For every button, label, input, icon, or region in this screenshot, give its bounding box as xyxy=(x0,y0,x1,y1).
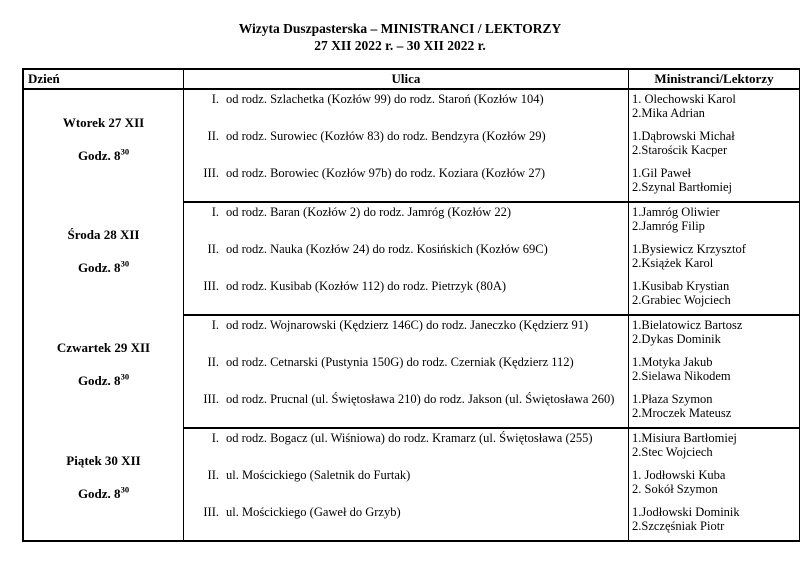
entry-numeral: III. xyxy=(203,504,219,519)
street-cell xyxy=(184,127,629,164)
entry-numeral: I. xyxy=(211,204,219,219)
entry-numeral: II. xyxy=(207,241,219,256)
ministranci-cell xyxy=(629,353,800,390)
time-superscript: 30 xyxy=(120,146,130,157)
day-cell xyxy=(23,315,184,428)
entry-numeral: II. xyxy=(207,128,219,143)
ministranci-cell xyxy=(629,240,800,277)
ministrant-line-1: 1.Motyka Jakub xyxy=(632,354,713,369)
time-superscript: 30 xyxy=(120,484,130,495)
ministranci-cell xyxy=(629,277,800,315)
schedule-table xyxy=(22,68,800,542)
street-text: od rodz. Surowiec (Kozłów 83) do rodz. Bendzyra (Kozłów 29) xyxy=(226,128,546,143)
ministrant-line-2: 2.Sielawa Nikodem xyxy=(632,368,731,383)
entry-numeral: II. xyxy=(207,467,219,482)
title-line-1: Wizyta Duszpasterska – MINISTRANCI / LEKTORZY xyxy=(238,21,562,36)
ministrant-line-2: 2.Jamróg Filip xyxy=(632,218,705,233)
ministranci-cell xyxy=(629,127,800,164)
street-cell xyxy=(184,503,629,541)
table-row xyxy=(23,428,800,466)
day-label: Środa 28 XII xyxy=(67,227,140,243)
ministrant-line-2: 2.Książek Karol xyxy=(632,255,714,270)
street-cell xyxy=(184,390,629,428)
entry-numeral: I. xyxy=(211,430,219,445)
ministrant-line-2: 2.Mika Adrian xyxy=(632,105,705,120)
ministranci-cell xyxy=(629,89,800,127)
time-superscript: 30 xyxy=(120,371,130,382)
ministrant-line-1: 1.Płaza Szymon xyxy=(632,391,713,406)
ministranci-cell xyxy=(629,428,800,466)
header-row xyxy=(23,69,800,89)
ministrant-line-2: 2.Szczęśniak Piotr xyxy=(632,518,725,533)
ministrant-line-1: 1. Olechowski Karol xyxy=(632,91,736,106)
header-day: Dzień xyxy=(23,69,184,89)
ministranci-cell xyxy=(629,466,800,503)
street-cell xyxy=(184,353,629,390)
street-cell xyxy=(184,277,629,315)
ministrant-line-1: 1.Bielatowicz Bartosz xyxy=(632,317,743,332)
street-cell xyxy=(184,89,629,127)
street-cell xyxy=(184,315,629,353)
street-text: od rodz. Szlachetka (Kozłów 99) do rodz. Staroń (Kozłów 104) xyxy=(226,91,544,106)
street-text: ul. Mościckiego (Gaweł do Grzyb) xyxy=(226,504,401,519)
street-cell xyxy=(184,164,629,202)
ministrant-line-2: 2.Dykas Dominik xyxy=(632,331,721,346)
time-prefix: Godz. 8 xyxy=(77,260,121,276)
street-text: od rodz. Baran (Kozłów 2) do rodz. Jamróg (Kozłów 22) xyxy=(226,204,511,219)
entry-numeral: III. xyxy=(203,391,219,406)
time-prefix: Godz. 8 xyxy=(77,147,121,163)
ministrant-line-1: 1.Bysiewicz Krzysztof xyxy=(632,241,746,256)
ministrant-line-1: 1.Jamróg Oliwier xyxy=(632,204,720,219)
time-prefix: Godz. 8 xyxy=(77,373,121,389)
street-text: od rodz. Prucnal (ul. Świętosława 210) do rodz. Jakson (ul. Świętosława 260) xyxy=(226,391,615,406)
ministrant-line-1: 1.Kusibab Krystian xyxy=(632,278,730,293)
ministrant-line-1: 1.Dąbrowski Michał xyxy=(632,128,735,143)
street-text: od rodz. Borowiec (Kozłów 97b) do rodz. Koziara (Kozłów 27) xyxy=(226,165,546,180)
ministrant-line-1: 1. Jodłowski Kuba xyxy=(632,467,726,482)
street-cell xyxy=(184,466,629,503)
entry-numeral: I. xyxy=(211,91,219,106)
day-cell xyxy=(23,89,184,202)
street-text: od rodz. Kusibab (Kozłów 112) do rodz. Pietrzyk (80A) xyxy=(226,278,507,293)
table-row xyxy=(23,89,800,127)
day-cell xyxy=(23,428,184,541)
day-label: Czwartek 29 XII xyxy=(56,340,151,356)
time-label xyxy=(25,148,182,164)
street-text: od rodz. Nauka (Kozłów 24) do rodz. Kosińskich (Kozłów 69C) xyxy=(226,241,548,256)
time-prefix: Godz. 8 xyxy=(77,485,121,501)
ministrant-line-2: 2.Starościk Kacper xyxy=(632,142,728,157)
ministrant-line-2: 2.Mroczek Mateusz xyxy=(632,405,732,420)
ministranci-cell xyxy=(629,315,800,353)
time-label xyxy=(25,486,182,502)
street-text: od rodz. Cetnarski (Pustynia 150G) do rodz. Czerniak (Kędzierz 112) xyxy=(226,354,574,369)
ministranci-cell xyxy=(629,503,800,541)
table-row xyxy=(23,202,800,240)
day-cell xyxy=(23,202,184,315)
entry-numeral: III. xyxy=(203,165,219,180)
street-text: od rodz. Wojnarowski (Kędzierz 146C) do rodz. Janeczko (Kędzierz 91) xyxy=(226,317,589,332)
table-row xyxy=(23,315,800,353)
entry-numeral: II. xyxy=(207,354,219,369)
street-cell xyxy=(184,428,629,466)
street-cell xyxy=(184,202,629,240)
ministrant-line-1: 1.Gil Paweł xyxy=(632,165,692,180)
ministranci-cell xyxy=(629,164,800,202)
time-label xyxy=(25,373,182,389)
ministranci-cell xyxy=(629,390,800,428)
ministrant-line-2: 2. Sokół Szymon xyxy=(632,481,718,496)
ministrant-line-2: 2.Stec Wojciech xyxy=(632,444,713,459)
street-text: ul. Mościckiego (Saletnik do Furtak) xyxy=(226,467,411,482)
entry-numeral: III. xyxy=(203,278,219,293)
entry-numeral: I. xyxy=(211,317,219,332)
street-text: od rodz. Bogacz (ul. Wiśniowa) do rodz. Kramarz (ul. Świętosława (255) xyxy=(226,430,593,445)
ministranci-cell xyxy=(629,202,800,240)
day-label: Wtorek 27 XII xyxy=(62,114,145,130)
header-ministranci: Ministranci/Lektorzy xyxy=(629,69,800,89)
document-title xyxy=(0,0,800,55)
street-cell xyxy=(184,240,629,277)
ministrant-line-2: 2.Grabiec Wojciech xyxy=(632,292,731,307)
header-street: Ulica xyxy=(184,69,629,89)
time-superscript: 30 xyxy=(120,258,130,269)
time-label xyxy=(25,260,182,276)
ministrant-line-1: 1.Jodłowski Dominik xyxy=(632,504,740,519)
day-label: Piątek 30 XII xyxy=(66,452,141,468)
title-line-2: 27 XII 2022 r. – 30 XII 2022 r. xyxy=(314,37,486,53)
ministrant-line-1: 1.Misiura Bartłomiej xyxy=(632,430,737,445)
ministrant-line-2: 2.Szynal Bartłomiej xyxy=(632,179,732,194)
